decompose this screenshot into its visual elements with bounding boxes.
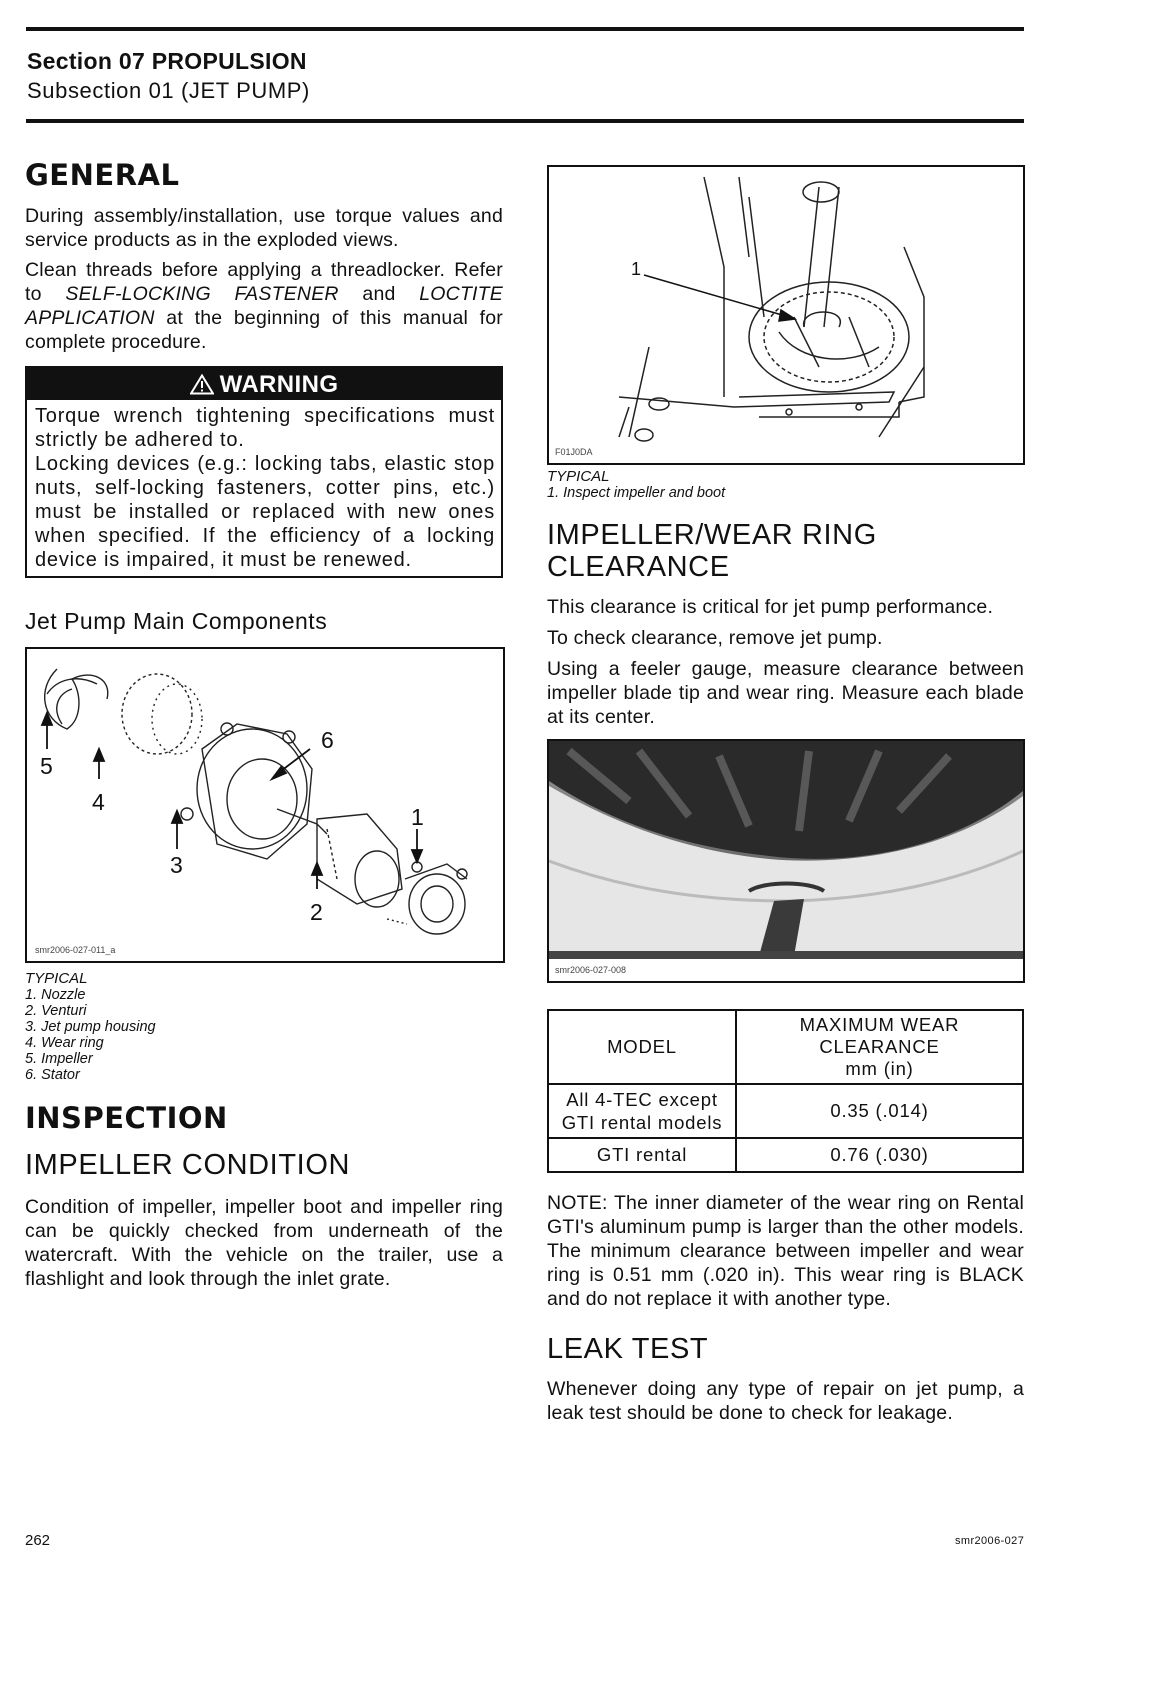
caption-item-3: 3. Jet pump housing [25, 1019, 156, 1035]
table-row [548, 1084, 1023, 1138]
note-label: NOTE: [547, 1192, 608, 1214]
caption-item-6: 6. Stator [25, 1067, 80, 1083]
callout-3: 3 [170, 852, 183, 878]
callout-2: 2 [310, 899, 323, 925]
document-code: smr2006-027 [955, 1535, 1025, 1547]
table-head-clearance-1: MAXIMUM WEAR [799, 1014, 960, 1035]
clearance-paragraph-2: To check clearance, remove jet pump. [547, 627, 883, 649]
table-row2-value: 0.76 (.030) [736, 1138, 1023, 1172]
table-row1-model-1: All 4-TEC except [566, 1089, 718, 1110]
components-figure [25, 647, 505, 963]
typical-caption [547, 469, 1024, 501]
components-caption-title: TYPICAL [25, 970, 88, 987]
caption-item-2: 2. Venturi [25, 1003, 87, 1019]
warning-box [25, 366, 503, 578]
components-figure-code: smr2006-027-011_a [35, 945, 116, 955]
warning-line-2: Locking devices (e.g.: locking tabs, elastic stop nuts, self-locking fasteners, cotter pins, etc.) must be installed or replaced with new ones when specified. If the efficiency of a locking device is impaired, it must be renewed. [35, 453, 495, 571]
clearance-table [547, 1009, 1024, 1173]
header-rule [26, 119, 1024, 123]
section-title: Section 07 PROPULSION [27, 48, 307, 74]
inspection-heading: INSPECTION [25, 1101, 228, 1135]
warning-body [27, 400, 501, 576]
subsection-title: Subsection 01 (JET PUMP) [27, 78, 310, 103]
top-rule [26, 27, 1024, 31]
table-head-clearance-2: CLEARANCE [819, 1036, 940, 1057]
table-head-model: MODEL [548, 1010, 736, 1084]
impeller-boot-drawing [549, 167, 1023, 463]
typical-figure-code: F01J0DA [555, 447, 593, 457]
self-locking-reference: SELF-LOCKING FASTENER [65, 283, 339, 305]
note-paragraph [547, 1191, 1024, 1311]
table-row [548, 1138, 1023, 1172]
feeler-gauge-photo [547, 739, 1025, 983]
table-row1-model [548, 1084, 736, 1138]
table-row1-value: 0.35 (.014) [736, 1084, 1023, 1138]
leak-test-text: Whenever doing any type of repair on jet pump, a leak test should be done to check for leakage. [547, 1378, 1024, 1424]
impeller-condition-text: Condition of impeller, impeller boot and impeller ring can be quickly checked from underneath of the watercraft. With the vehicle on the trailer, use a flashlight and look through the inlet grate. [25, 1196, 503, 1290]
clearance-paragraph-1: This clearance is critical for jet pump performance. [547, 596, 994, 618]
leak-test-heading: LEAK TEST [547, 1333, 709, 1365]
caption-item-4: 4. Wear ring [25, 1035, 104, 1051]
warning-triangle-icon [190, 374, 214, 395]
general-p2-b: at the beginning of this manual for complete procedure. [25, 307, 503, 353]
impeller-condition-heading: IMPELLER CONDITION [25, 1149, 351, 1181]
table-head-clearance-3: mm (in) [845, 1058, 914, 1079]
general-p2-a: Clean threads before applying a threadlocker. Refer to [25, 259, 503, 305]
clearance-paragraph-3: Using a feeler gauge, measure clearance between impeller blade tip and wear ring. Measure each blade at its center. [547, 658, 1024, 728]
callout-1: 1 [411, 804, 424, 830]
typical-callout-1: 1 [631, 259, 642, 279]
typical-figure [547, 165, 1025, 465]
warning-title: WARNING [219, 371, 339, 398]
typical-caption-title: TYPICAL [547, 468, 610, 485]
general-paragraph-1: During assembly/installation, use torque values and service products as in the exploded views. [25, 205, 503, 251]
caption-item-1: 1. Nozzle [25, 987, 86, 1003]
callout-4: 4 [92, 789, 105, 815]
feeler-gauge-photo-code: smr2006-027-008 [555, 965, 627, 975]
table-row1-model-2: GTI rental models [561, 1112, 723, 1133]
note-text: The inner diameter of the wear ring on Rental GTI's aluminum pump is larger than the other models. The minimum clearance between impeller and wear ring is 0.51 mm (.020 in). This wear ring is BLACK and do not replace it with another type. [547, 1192, 1024, 1310]
callout-5: 5 [40, 753, 53, 779]
page-number: 262 [25, 1532, 51, 1549]
components-heading: Jet Pump Main Components [25, 608, 328, 634]
general-paragraph-2 [25, 258, 503, 354]
callout-6: 6 [321, 727, 334, 753]
typical-caption-item: 1. Inspect impeller and boot [547, 485, 726, 501]
table-header-row [548, 1010, 1023, 1084]
right-column [547, 165, 1024, 1425]
table-row2-model: GTI rental [548, 1138, 736, 1172]
components-caption [25, 971, 503, 1083]
loctite-reference: LOCTITE APPLICATION [25, 283, 503, 329]
warning-line-1: Torque wrench tightening specifications must strictly be adhered to. [35, 405, 495, 451]
general-p2-and: and [338, 283, 420, 305]
left-column [25, 158, 503, 1291]
clearance-heading: IMPELLER/WEAR RING CLEARANCE [547, 519, 877, 583]
general-heading: GENERAL [25, 158, 180, 192]
caption-item-5: 5. Impeller [25, 1051, 93, 1067]
table-head-clearance [736, 1010, 1023, 1084]
warning-title-bar [27, 368, 501, 400]
feeler-gauge-image [549, 741, 1023, 981]
